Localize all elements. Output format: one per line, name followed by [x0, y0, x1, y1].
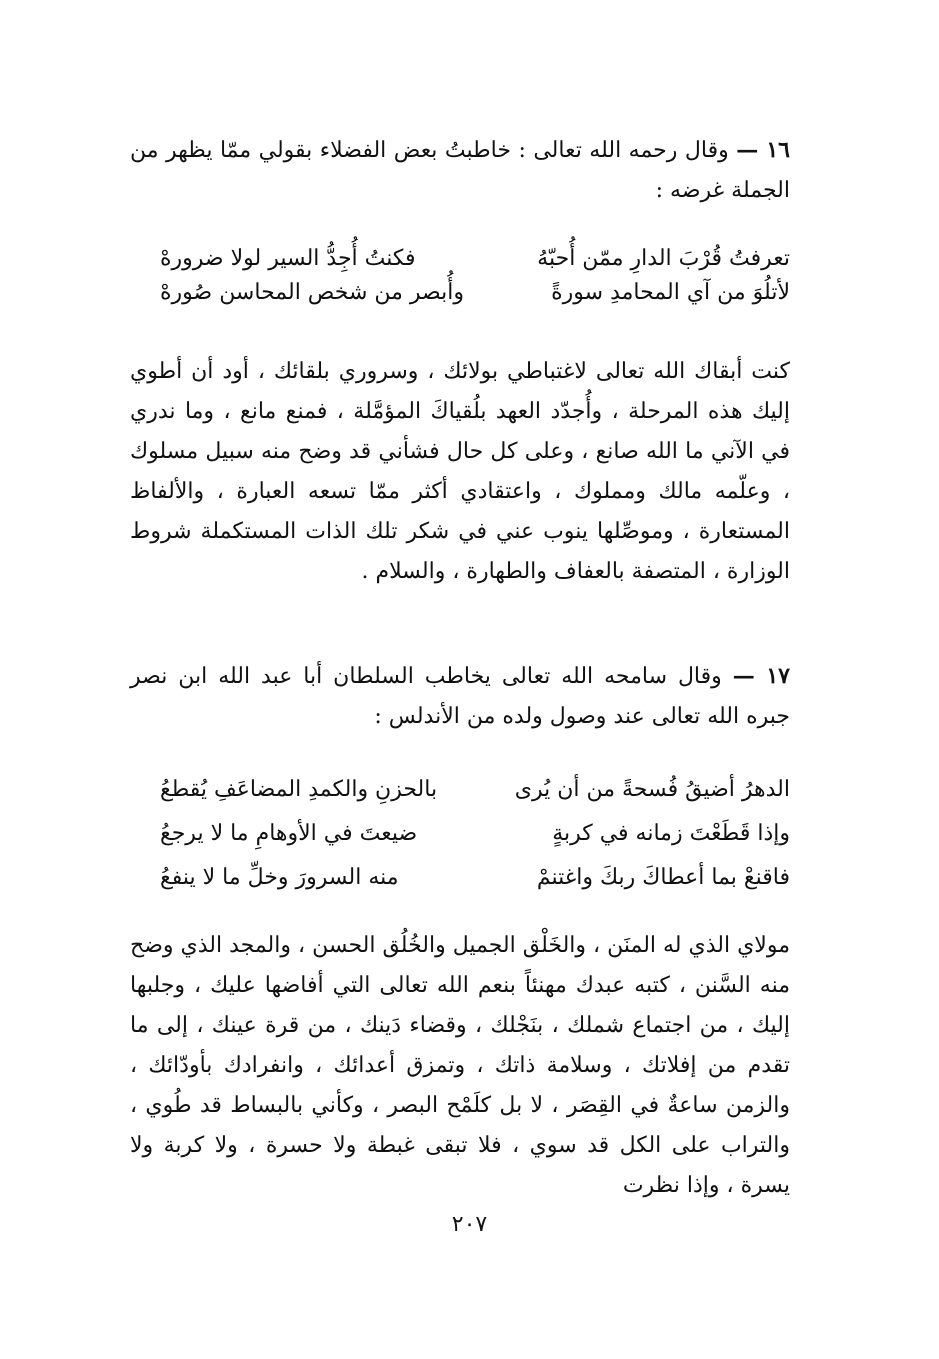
verse-first-hemistich: فاقنعْ بما أعطاكَ ربكَ واغتنمْ [536, 865, 790, 890]
verse-first-hemistich: لأتلُوَ من آي المحامدِ سورةً [551, 280, 790, 305]
section-16-number: ١٦ — [736, 137, 790, 163]
verse-first-hemistich: تعرفتُ قُرْبَ الدارِ ممّن أُحبّهُ [537, 246, 790, 271]
section-16-intro [130, 130, 790, 211]
poem-verse [160, 812, 790, 856]
section-16-intro-text: وقال رحمه الله تعالى : خاطبتُ بعض الفضلاء بقولي ممّا يظهر من الجملة غرضه : [130, 138, 790, 203]
section-17-intro-text: وقال سامحه الله تعالى يخاطب السلطان أبا عبد الله ابن نصر جبره الله تعالى عند وصول ولده من الأندلس : [130, 664, 790, 729]
poem-verse [160, 768, 790, 812]
poem-verse [160, 276, 790, 310]
section-17-number: ١٧ — [732, 663, 790, 689]
verse-second-hemistich: منه السرورَ وخلِّ ما لا ينفعُ [160, 865, 399, 890]
verse-first-hemistich: الدهرُ أضيقُ فُسحةً من أن يُرى [514, 777, 790, 802]
section-17-intro [130, 656, 790, 737]
verse-second-hemistich: بالحزنِ والكمدِ المضاعَفِ يُقطعُ [160, 777, 438, 802]
verse-second-hemistich: فكنتُ أُجِدُّ السير لولا ضرورهْ [160, 246, 416, 271]
verse-first-hemistich: وإذا قَطَعْتَ زمانه في كربةٍ [552, 821, 790, 846]
poem-verse [160, 856, 790, 900]
section-17-body: مولاي الذي له المنَن ، والخَلْق الجميل والخُلُق الحسن ، والمجد الذي وضح منه السَّنن ، كتبه عبدك مهنئاً بنعم الله تعالى التي أفاضها عليك ، وجلبها إليك ، من اجتماع شملك ، بنَجْلك ، وقضاء دَينك ، من قرة عينك ، إلى ما تقدم من إفلاتك ، وسلامة ذاتك ، وتمزق أعدائك ، وانفرادك بأودّائك ، والزمن ساعةٌ في القِصَر ، لا بل كلَمْح البصر ، وكأني بالبساط قد طُوي ، والتراب على الكل قد سوي ، فلا تبقى غبطة ولا حسرة ، ولا كربة ولا يسرة ، وإذا نظرت [130, 933, 790, 1198]
section-16-poem [160, 242, 790, 310]
section-17-poem [160, 768, 790, 900]
verse-second-hemistich: ضيعتَ في الأوهامِ ما لا يرجعُ [160, 821, 418, 846]
section-16-body: كنت أبقاك الله تعالى لاغتباطي بولائك ، وسروري بلقائك ، أود أن أطوي إليك هذه المرحلة ، وأُجدّد العهد بلُقياكَ المؤمَّلة ، فمنع مانع ، وما ندري في الآني ما الله صانع ، وعلى كل حال فشأني قد وضح منه سبيل مسلوك ، وعلّمه مالك ومملوك ، واعتقادي أكثر ممّا تسعه العبارة ، والألفاظ المستعارة ، وموصِّلها ينوب عني في شكر تلك الذات المستكملة شروط الوزارة ، المتصفة بالعفاف والطهارة ، والسلام . [130, 359, 790, 584]
verse-second-hemistich: وأُبصر من شخص المحاسن صُورهْ [160, 280, 464, 305]
page-number: ٢٠٧ [451, 1212, 488, 1237]
poem-verse [160, 242, 790, 276]
